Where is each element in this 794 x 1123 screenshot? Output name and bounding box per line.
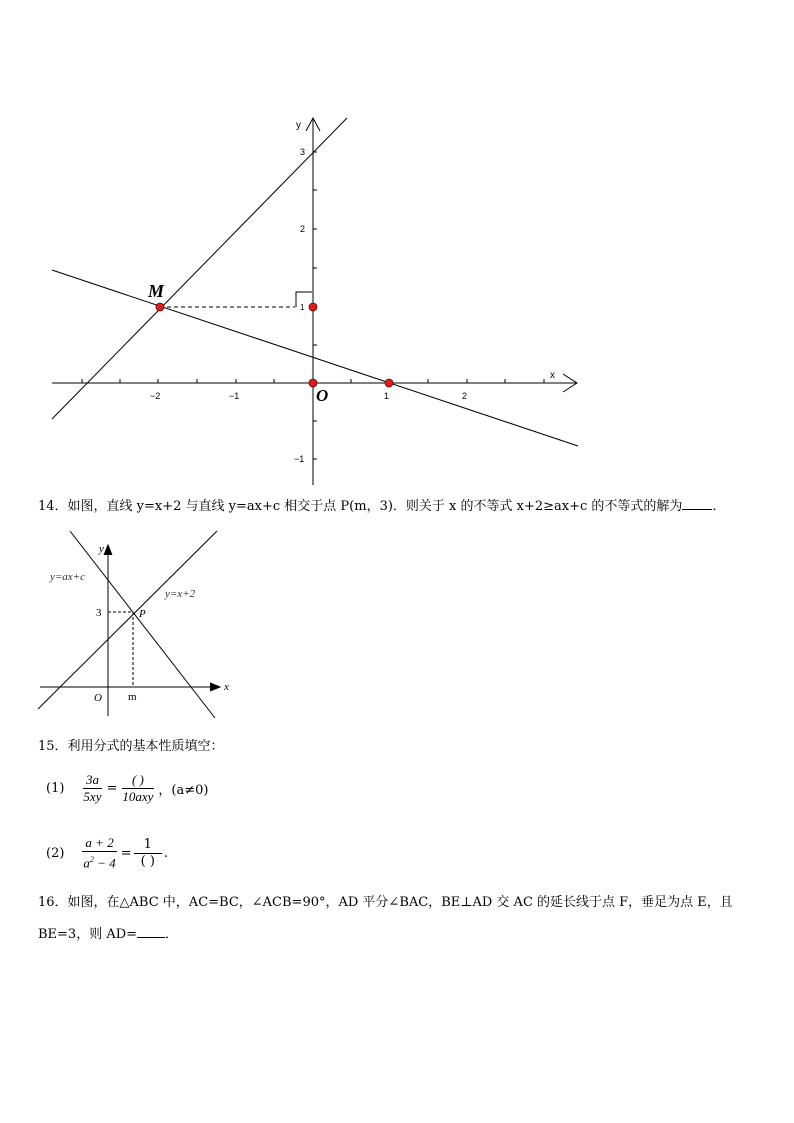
answer-blank[interactable]: ( ) [122, 772, 154, 789]
question-16-text: 16．如图，在△ABC 中，AC=BC，∠ACB=90°，AD 平分∠BAC，BE⊥AD 交 AC 的延长线于点 F，垂足为点 E，且 [38, 895, 733, 910]
figure-1-graph [40, 110, 600, 500]
question-15 [38, 736, 224, 758]
answer-blank[interactable] [682, 497, 712, 510]
label-line-1: y=ax+c [50, 571, 85, 583]
point-p-label: P [139, 608, 146, 620]
line-y-ax-c [70, 531, 215, 718]
line-steep [52, 118, 347, 419]
point-m [156, 303, 164, 311]
origin-label: O [316, 386, 329, 405]
question-14: 14．如图，直线 y=x+2 与直线 y=ax+c 相交于点 P(m，3)．则关于 x 的不等式 x+2≥ax+c 的不等式的解为 ． [38, 499, 726, 514]
tick-3-label: 3 [96, 607, 102, 619]
y-axis-label: y [296, 120, 301, 131]
x-tick-label: 1 [384, 391, 390, 401]
question-15-text: 15．利用分式的基本性质填空： [38, 739, 224, 754]
tick-m-label: m [128, 691, 137, 703]
origin-label: O [94, 692, 102, 704]
label-line-2: y=x+2 [165, 588, 196, 600]
x-tick-label: 2 [462, 391, 468, 401]
x-tick-label: −1 [229, 391, 240, 401]
question-15-part-1: (1) $\frac{3a}{5xy}$ = $\frac{( )}{\text{10axy}}$ ，(a≠0) [46, 772, 209, 804]
line-y-x-2 [38, 531, 217, 709]
fraction-rhs: $\frac{( )}{\text{10axy}}$ [122, 772, 154, 804]
question-15-part-2: (2) $\frac{a + 2}{a^2 - 4}$ = $\frac{1}{( )}$ . [46, 835, 169, 871]
point-m-label: M [148, 281, 165, 301]
x-axis-label: x [550, 370, 555, 381]
y-tick-label: 1 [300, 303, 305, 312]
y-tick-label: 3 [300, 147, 306, 157]
x-tick-label: −2 [150, 391, 161, 401]
question-16-line-1 [38, 892, 733, 914]
x-axis-label: x [224, 681, 229, 693]
y-tick-label: −1 [294, 454, 305, 464]
answer-blank[interactable]: ( ) [140, 853, 155, 869]
point-x1 [385, 379, 393, 387]
x-axis-arrow [210, 683, 220, 691]
question-14-text: 14．如图，直线 y=x+2 与直线 y=ax+c 相交于点 P(m，3)．则关于 x 的不等式 x+2≥ax+c 的不等式的解为 [38, 499, 683, 514]
fraction-lhs: $\frac{3a}{5xy}$ [83, 772, 102, 804]
figure-2-graph [34, 528, 244, 723]
fraction-lhs: $\frac{a + 2}{a^2 - 4}$ [83, 835, 116, 871]
y-axis-label: y [99, 543, 104, 555]
question-16-line-2: BE=3，则 AD= ． [38, 927, 179, 942]
fraction-rhs: $\frac{1}{( )}$ [134, 837, 162, 870]
point-y1 [309, 303, 317, 311]
y-tick-label: 2 [300, 224, 306, 234]
line-shallow [52, 270, 578, 446]
answer-blank[interactable] [137, 925, 165, 938]
y-axis-arrow [104, 545, 112, 555]
